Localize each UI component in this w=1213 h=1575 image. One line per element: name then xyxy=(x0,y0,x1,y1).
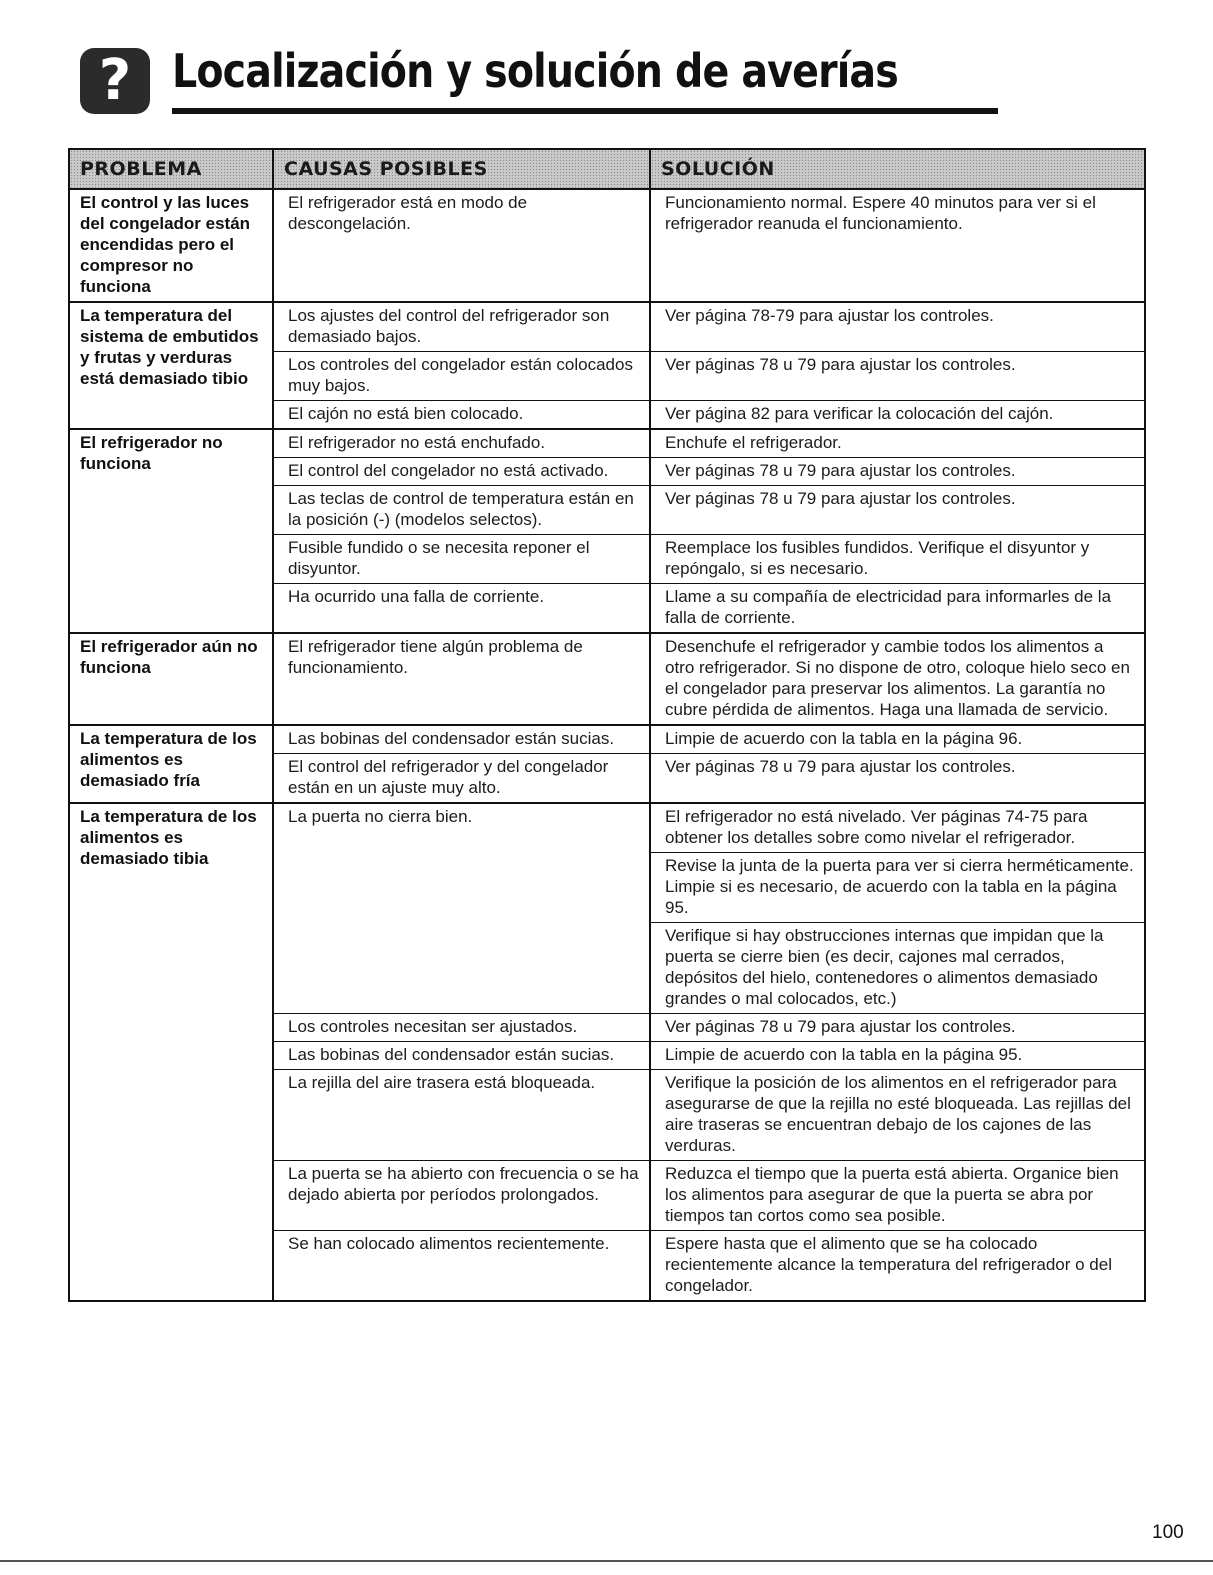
question-mark-icon: ? xyxy=(80,48,150,114)
solution-cell: Funcionamiento normal. Espere 40 minutos para ver si el refrigerador reanuda el funcionamiento. xyxy=(650,189,1145,302)
cause-cell: Fusible fundido o se necesita reponer el disyuntor. xyxy=(273,535,650,584)
header-problem: PROBLEMA xyxy=(69,149,273,189)
table-body xyxy=(69,189,1145,1301)
cause-cell: Los controles del congelador están colocados muy bajos. xyxy=(273,352,650,401)
table-row xyxy=(69,803,1145,853)
solution-cell: Desenchufe el refrigerador y cambie todos los alimentos a otro refrigerador. Si no dispone de otro, coloque hielo seco en el congelador para preservar los alimentos. La garantía no cubre pérdida de alimentos. Haga una llamada de servicio. xyxy=(650,633,1145,725)
cause-cell: El cajón no está bien colocado. xyxy=(273,401,650,430)
bottom-rule xyxy=(0,1560,1213,1562)
cause-cell: El refrigerador no está enchufado. xyxy=(273,429,650,458)
solution-cell: Ver páginas 78 u 79 para ajustar los controles. xyxy=(650,754,1145,804)
solution-cell: Reemplace los fusibles fundidos. Verifique el disyuntor y repóngalo, si es necesario. xyxy=(650,535,1145,584)
solution-cell: Ver páginas 78 u 79 para ajustar los controles. xyxy=(650,1014,1145,1042)
cause-cell: Las teclas de control de temperatura están en la posición (-) (modelos selectos). xyxy=(273,486,650,535)
cause-cell: El control del refrigerador y del congelador están en un ajuste muy alto. xyxy=(273,754,650,804)
cause-cell: La puerta se ha abierto con frecuencia o se ha dejado abierta por períodos prolongados. xyxy=(273,1161,650,1231)
table-row xyxy=(69,189,1145,302)
troubleshooting-table xyxy=(68,148,1146,1302)
cause-cell: El refrigerador tiene algún problema de funcionamiento. xyxy=(273,633,650,725)
problem-cell: La temperatura del sistema de embutidos y frutas y verduras está demasiado tibio xyxy=(69,302,273,429)
solution-cell: Ver página 82 para verificar la colocación del cajón. xyxy=(650,401,1145,430)
page-title: Localización y solución de averías xyxy=(172,44,898,98)
problem-cell: El refrigerador no funciona xyxy=(69,429,273,633)
solution-cell: El refrigerador no está nivelado. Ver páginas 74-75 para obtener los detalles sobre como nivelar el refrigerador. xyxy=(650,803,1145,853)
page-header xyxy=(80,40,920,120)
cause-cell: Las bobinas del condensador están sucias. xyxy=(273,725,650,754)
solution-cell: Reduzca el tiempo que la puerta está abierta. Organice bien los alimentos para asegurar de que la puerta se abra por tiempos tan cortos como sea posible. xyxy=(650,1161,1145,1231)
table-header-row xyxy=(69,149,1145,189)
problem-cell: La temperatura de los alimentos es demasiado fría xyxy=(69,725,273,803)
cause-cell: Las bobinas del condensador están sucias. xyxy=(273,1042,650,1070)
cause-cell: La puerta no cierra bien. xyxy=(273,803,650,1014)
cause-cell: Ha ocurrido una falla de corriente. xyxy=(273,584,650,634)
cause-cell: Los ajustes del control del refrigerador son demasiado bajos. xyxy=(273,302,650,352)
solution-cell: Limpie de acuerdo con la tabla en la página 95. xyxy=(650,1042,1145,1070)
cause-cell: Los controles necesitan ser ajustados. xyxy=(273,1014,650,1042)
cause-cell: Se han colocado alimentos recientemente. xyxy=(273,1231,650,1302)
cause-cell: El refrigerador está en modo de descongelación. xyxy=(273,189,650,302)
title-underline xyxy=(172,108,998,114)
solution-cell: Limpie de acuerdo con la tabla en la página 96. xyxy=(650,725,1145,754)
cause-cell: El control del congelador no está activado. xyxy=(273,458,650,486)
solution-cell: Enchufe el refrigerador. xyxy=(650,429,1145,458)
table-row xyxy=(69,302,1145,352)
table-row xyxy=(69,429,1145,458)
solution-cell: Verifique si hay obstrucciones internas que impidan que la puerta se cierre bien (es decir, cajones mal cerrados, depósitos del hielo, contenedores o alimentos demasiado grandes o mal colocados, etc.) xyxy=(650,923,1145,1014)
solution-cell: Llame a su compañía de electricidad para informarles de la falla de corriente. xyxy=(650,584,1145,634)
solution-cell: Ver página 78-79 para ajustar los controles. xyxy=(650,302,1145,352)
header-causes: CAUSAS POSIBLES xyxy=(273,149,650,189)
problem-cell: La temperatura de los alimentos es demasiado tibia xyxy=(69,803,273,1301)
cause-cell: La rejilla del aire trasera está bloqueada. xyxy=(273,1070,650,1161)
page-number: 100 xyxy=(1152,1522,1184,1543)
solution-cell: Verifique la posición de los alimentos en el refrigerador para asegurarse de que la rejilla no esté bloqueada. Las rejillas del aire traseras se encuentran debajo de los cajones de las verduras. xyxy=(650,1070,1145,1161)
solution-cell: Ver páginas 78 u 79 para ajustar los controles. xyxy=(650,352,1145,401)
solution-cell: Revise la junta de la puerta para ver si cierra herméticamente. Limpie si es necesario, de acuerdo con la tabla en la página 95. xyxy=(650,853,1145,923)
table-row xyxy=(69,633,1145,725)
header-solution: SOLUCIÓN xyxy=(650,149,1145,189)
problem-cell: El control y las luces del congelador están encendidas pero el compresor no funciona xyxy=(69,189,273,302)
solution-cell: Ver páginas 78 u 79 para ajustar los controles. xyxy=(650,458,1145,486)
solution-cell: Espere hasta que el alimento que se ha colocado recientemente alcance la temperatura del refrigerador o del congelador. xyxy=(650,1231,1145,1302)
table-row xyxy=(69,725,1145,754)
solution-cell: Ver páginas 78 u 79 para ajustar los controles. xyxy=(650,486,1145,535)
problem-cell: El refrigerador aún no funciona xyxy=(69,633,273,725)
